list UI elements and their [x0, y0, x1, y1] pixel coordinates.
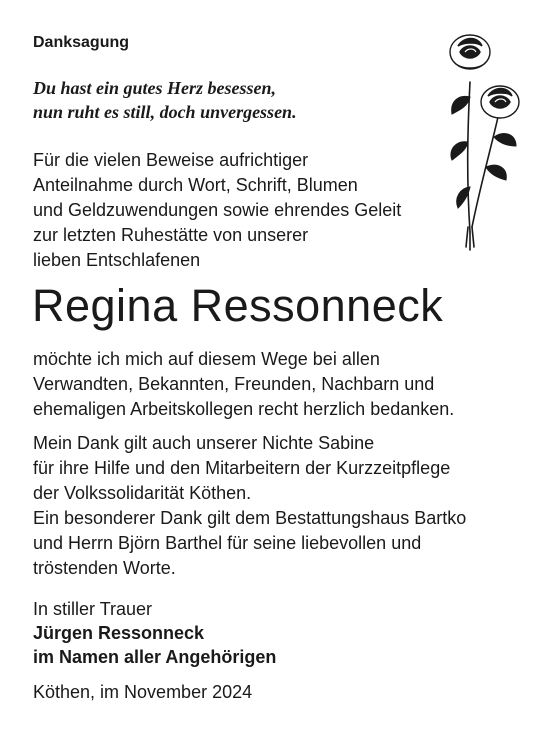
memorial-verse — [33, 76, 363, 124]
special-thanks-line: für ihre Hilfe und den Mitarbeitern der Kurzzeitpflege — [33, 458, 451, 478]
special-thanks-line: tröstenden Worte. — [33, 558, 176, 578]
thanks-paragraph — [33, 347, 533, 422]
roses-icon — [430, 22, 530, 252]
signer-note: im Namen aller Angehörigen — [33, 647, 277, 667]
special-thanks-paragraph — [33, 431, 533, 581]
special-thanks-line: Ein besonderer Dank gilt dem Bestattungshaus Bartko — [33, 508, 467, 528]
special-thanks-line: Mein Dank gilt auch unserer Nichte Sabine — [33, 433, 375, 453]
thanks-line: möchte ich mich auf diesem Wege bei allen — [33, 349, 380, 369]
thanks-line: ehemaligen Arbeitskollegen recht herzlich bedanken. — [33, 399, 455, 419]
closing-block — [33, 597, 276, 669]
thanks-line: Verwandten, Bekannten, Freunden, Nachbarn und — [33, 374, 435, 394]
special-thanks-line: der Volkssolidarität Köthen. — [33, 483, 252, 503]
intro-line: lieben Entschlafenen — [33, 250, 201, 270]
signer-name: Jürgen Ressonneck — [33, 623, 205, 643]
verse-line: Du hast ein gutes Herz besessen, — [33, 78, 277, 98]
notice-heading: Danksagung — [33, 34, 130, 51]
intro-line: Für die vielen Beweise aufrichtiger — [33, 150, 309, 170]
deceased-name: Regina Ressonneck — [32, 280, 444, 331]
place-and-date: Köthen, im November 2024 — [33, 682, 253, 702]
special-thanks-line: und Herrn Björn Barthel für seine liebevollen und — [33, 533, 422, 553]
verse-line: nun ruht es still, doch unvergessen. — [33, 102, 297, 122]
intro-line: zur letzten Ruhestätte von unserer — [33, 225, 309, 245]
intro-line: Anteilnahme durch Wort, Schrift, Blumen — [33, 175, 358, 195]
intro-paragraph — [33, 148, 443, 273]
intro-line: und Geldzuwendungen sowie ehrendes Geleit — [33, 200, 402, 220]
closing-line: In stiller Trauer — [33, 599, 153, 619]
